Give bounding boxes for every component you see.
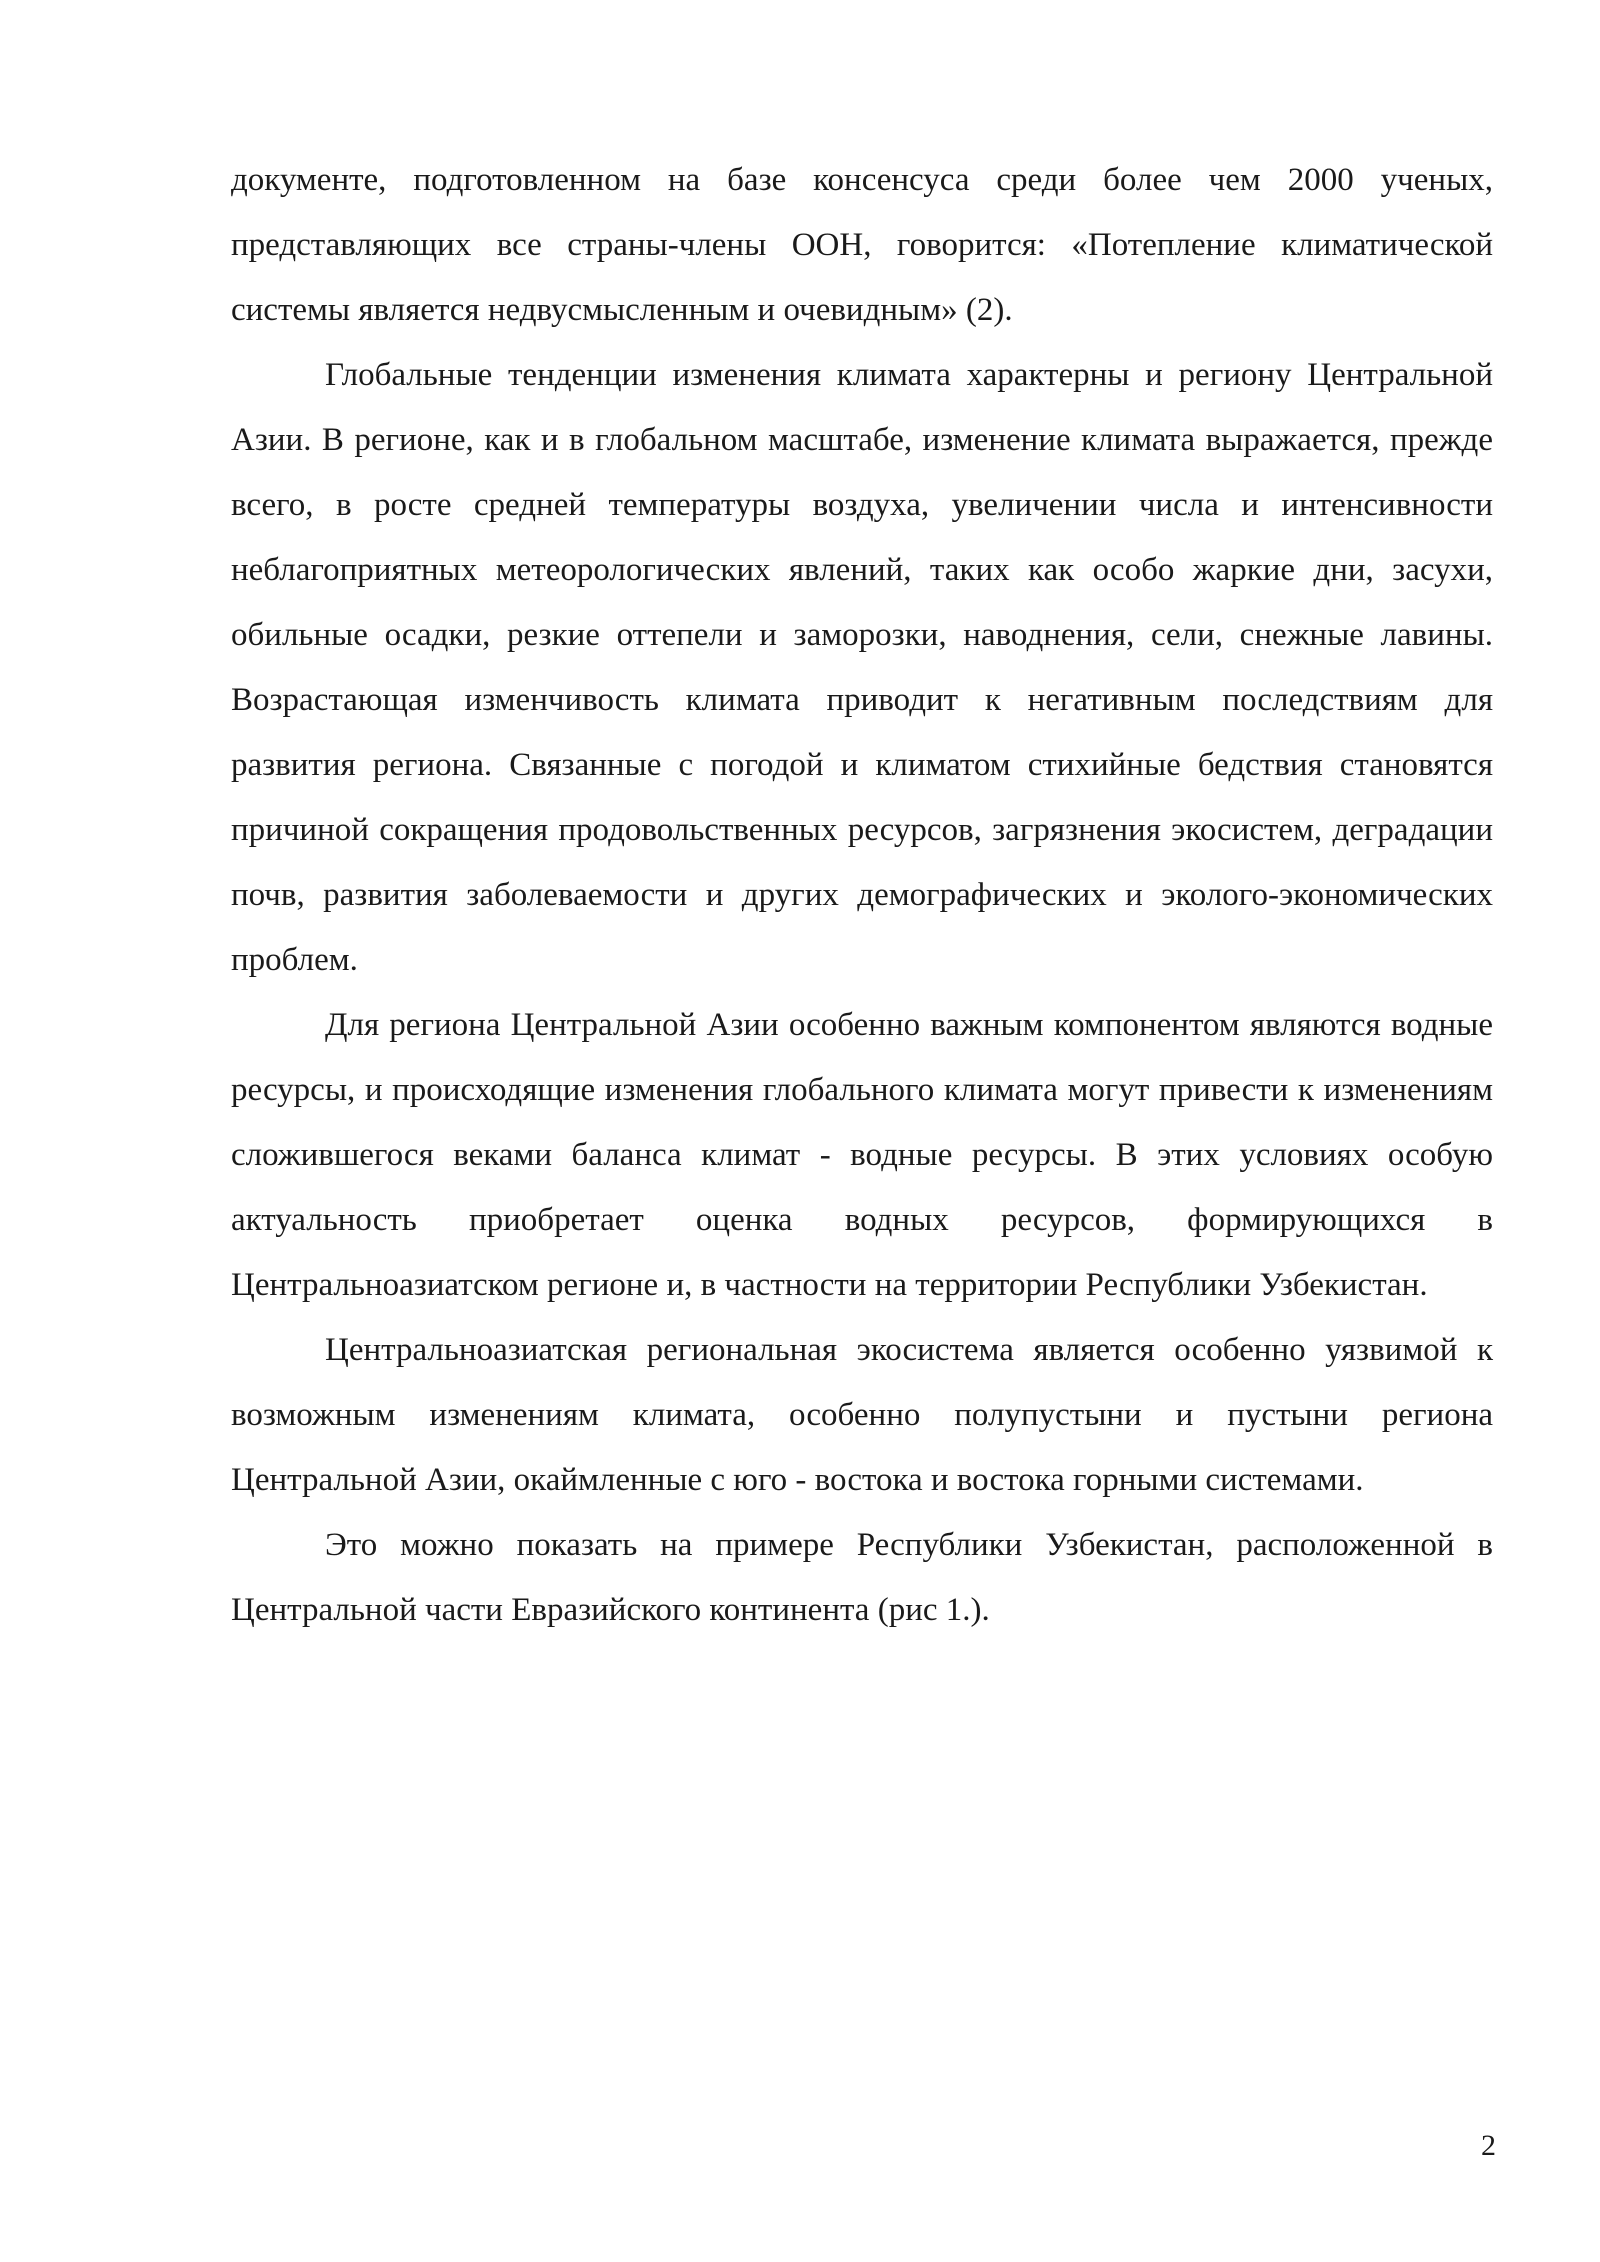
body-text	[231, 148, 1493, 1643]
page-number: 2	[1481, 2129, 1496, 2162]
paragraph-continuation: документе, подготовленном на базе консенсуса среди более чем 2000 ученых, представляющих все страны-члены ООН, говорится: «Потепление климатической системы является недвусмысленным и очевидным» (2).	[231, 162, 1493, 328]
paragraph-ecosystem: Центральноазиатская региональная экосистема является особенно уязвимой к возможным изменениям климата, особенно полупустыни и пустыни региона Центральной Азии, окаймленные с юго - востока и востока горными системами.	[231, 1332, 1493, 1498]
paragraph-water-resources: Для региона Центральной Азии особенно важным компонентом являются водные ресурсы, и происходящие изменения глобального климата могут привести к изменениям сложившегося веками баланса климат - водные ресурсы. В этих условиях особую актуальность приобретает оценка водных ресурсов, формирующихся в Центральноазиатском регионе и, в частности на территории Республики Узбекистан.	[231, 1007, 1493, 1303]
paragraph-global-trends: Глобальные тенденции изменения климата характерны и региону Центральной Азии. В регионе, как и в глобальном масштабе, изменение климата выражается, прежде всего, в росте средней температуры воздуха, увеличении числа и интенсивности неблагоприятных метеорологических явлений, таких как особо жаркие дни, засухи, обильные осадки, резкие оттепели и заморозки, наводнения, сели, снежные лавины. Возрастающая изменчивость климата приводит к негативным последствиям для развития региона. Связанные с погодой и климатом стихийные бедствия становятся причиной сокращения продовольственных ресурсов, загрязнения экосистем, деградации почв, развития заболеваемости и других демографических и эколого-экономических проблем.	[231, 357, 1493, 978]
paragraph-uzbekistan-example: Это можно показать на примере Республики Узбекистан, расположенной в Центральной части Евразийского континента (рис 1.).	[231, 1527, 1493, 1628]
